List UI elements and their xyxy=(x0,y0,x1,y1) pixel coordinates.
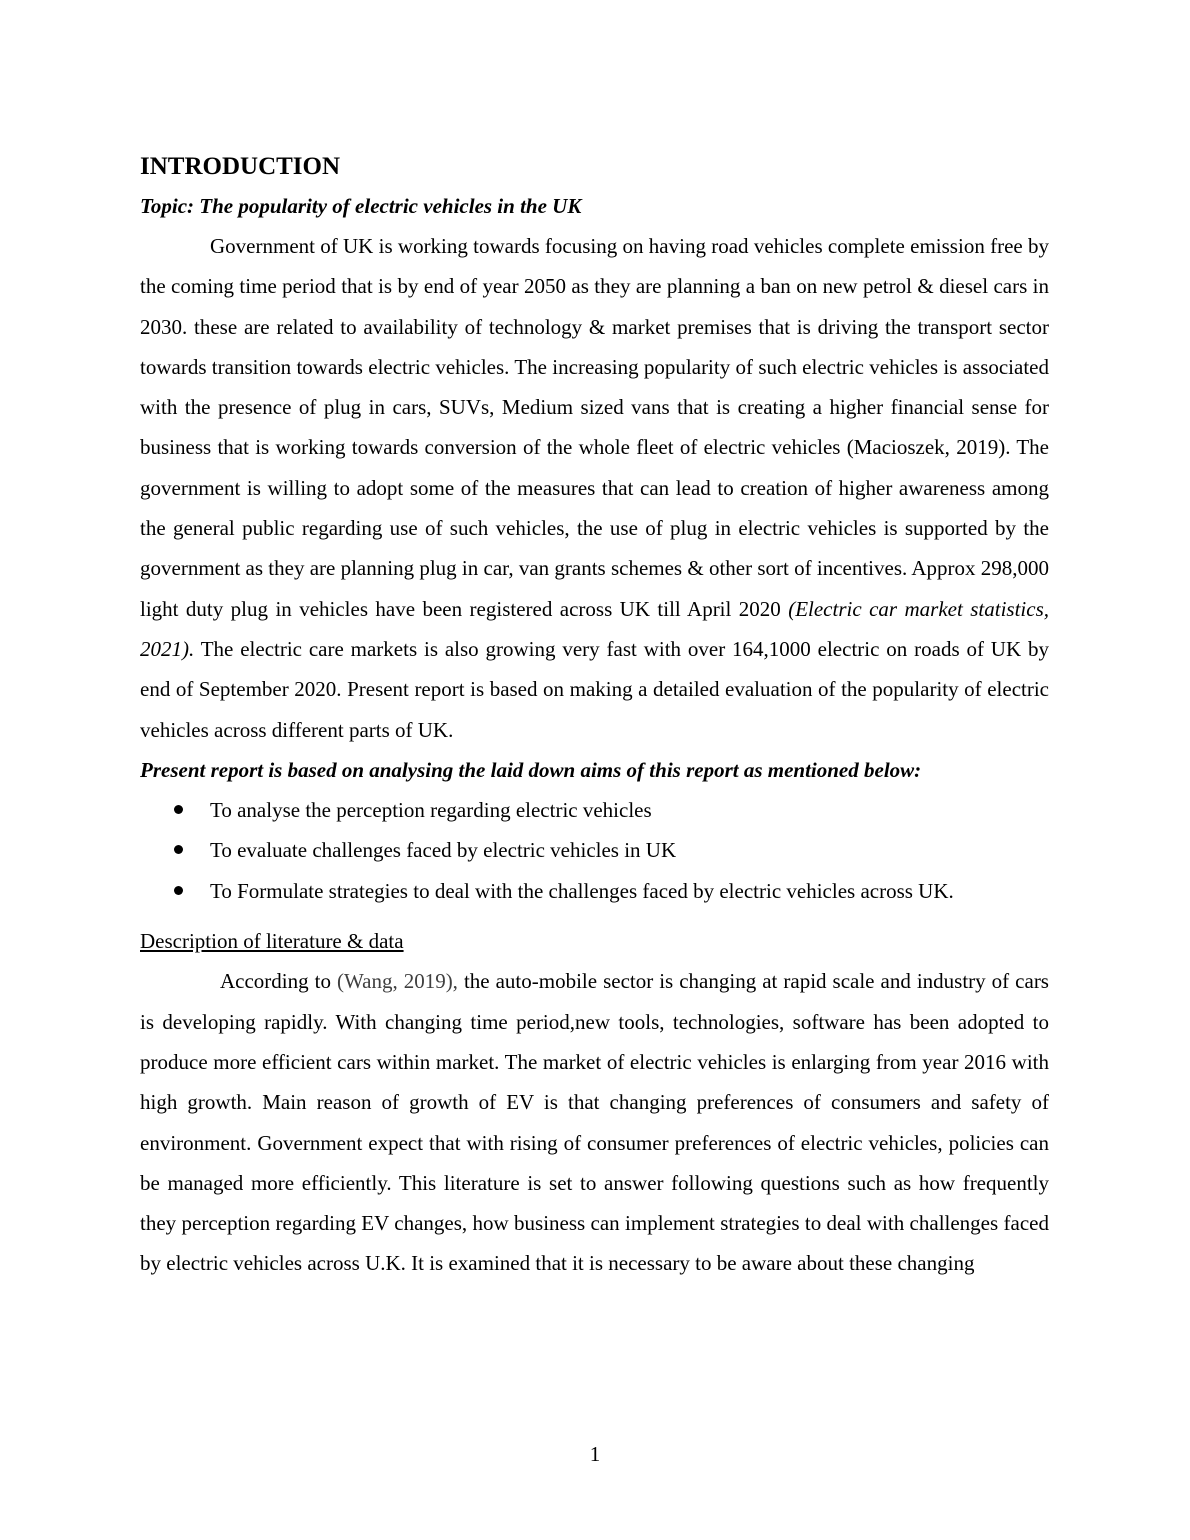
bullet-icon xyxy=(174,886,183,895)
intro-citation: (Electric car market statistics, 2021). xyxy=(140,596,1049,661)
document-page xyxy=(140,150,1049,1284)
page-title: INTRODUCTION xyxy=(140,153,341,180)
list-item xyxy=(140,790,1049,831)
literature-paragraph xyxy=(140,961,1049,1283)
aim-text: To analyse the perception regarding electric vehicles xyxy=(210,797,652,822)
intro-paragraph xyxy=(140,226,1049,750)
intro-text-part1: Government of UK is working towards focusing on having road vehicles complete emission free by the coming time period that is by end of year 2050 as they are planning a ban on new petrol & diesel cars in 2030. these are related to availability of technology & market premises that is driving the transport sector towards transition towards electric vehicles. The increasing popularity of such electric vehicles is associated with the presence of plug in cars, SUVs, Medium sized vans that is creating a higher financial sense for business that is working towards conversion of the whole fleet of electric vehicles (Macioszek, 2019). The government is willing to adopt some of the measures that can lead to creation of higher awareness among the general public regarding use of such vehicles, the use of plug in electric vehicles is supported by the government as they are planning plug in car, van grants schemes & other sort of incentives. Approx 298,000 light duty plug in vehicles have been registered across UK till April 2020 xyxy=(140,234,1049,621)
literature-heading: Description of literature & data xyxy=(140,929,404,954)
page-number: 1 xyxy=(589,1442,601,1466)
literature-body: the auto-mobile sector is changing at rapid scale and industry of cars is developing rapidly. With changing time period,new tools, technologies, software has been adopted to produce more efficient cars within market. The market of electric vehicles is enlarging from year 2016 with high growth. Main reason of growth of EV is that changing preferences of consumers and safety of environment. Government expect that with rising of consumer preferences of electric vehicles, policies can be managed more efficiently. This literature is set to answer following questions such as how frequently they perception regarding EV changes, how business can implement strategies to deal with challenges faced by electric vehicles across U.K. It is examined that it is necessary to be aware about these changing xyxy=(140,969,1049,1276)
list-item xyxy=(140,871,1049,912)
list-item xyxy=(140,830,1049,871)
aim-text: To Formulate strategies to deal with the challenges faced by electric vehicles across UK. xyxy=(210,878,954,903)
aims-list xyxy=(140,790,1049,912)
literature-lead: According to xyxy=(220,969,337,994)
literature-citation: (Wang, 2019), xyxy=(336,969,458,994)
topic-line: Topic: The popularity of electric vehicles in the UK xyxy=(140,194,582,218)
bullet-icon xyxy=(174,845,183,854)
aim-text: To evaluate challenges faced by electric vehicles in UK xyxy=(210,838,677,863)
bullet-icon xyxy=(174,805,183,814)
intro-text-part2: The electric care markets is also growing very fast with over 164,1000 electric on roads of UK by end of September 2020. Present report is based on making a detailed evaluation of the popularity of electric vehicles across different parts of UK. xyxy=(140,636,1049,742)
aims-lead: Present report is based on analysing the laid down aims of this report as mentioned below: xyxy=(140,757,922,782)
